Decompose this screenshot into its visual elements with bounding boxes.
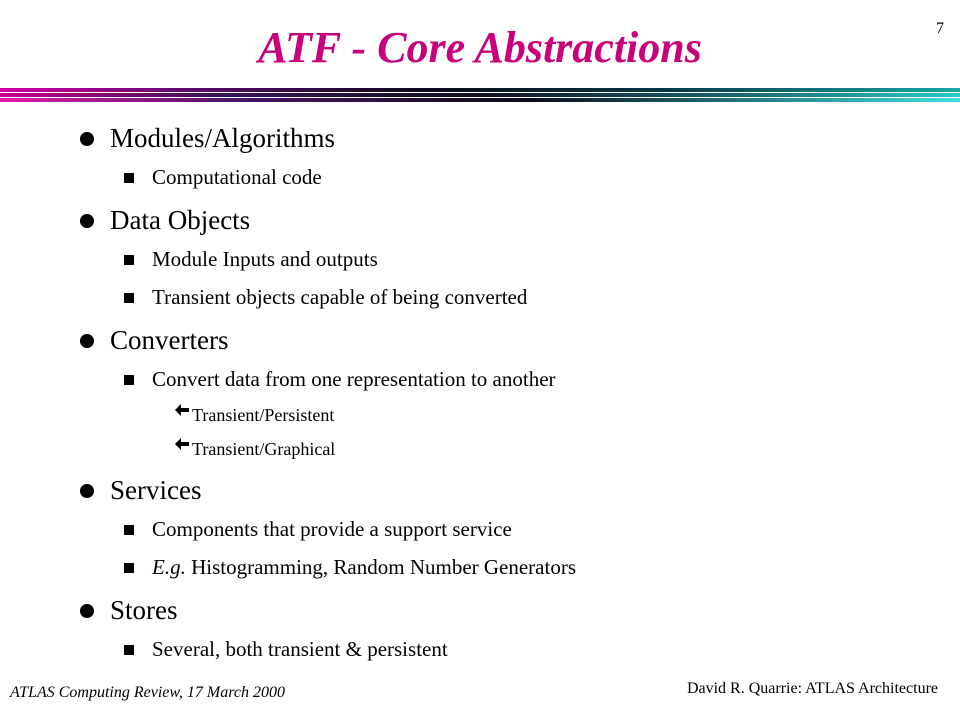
square-bullet-icon xyxy=(124,255,134,265)
divider-band xyxy=(0,93,960,97)
square-bullet-icon xyxy=(124,645,134,655)
sub-bullet-item xyxy=(80,240,576,278)
footer-author: David R. Quarrie: ATLAS Architecture xyxy=(686,680,938,697)
slide-title: ATF - Core Abstractions xyxy=(258,23,702,72)
arrow-bullet-icon xyxy=(174,398,190,432)
sub-sub-bullet-text: Transient/Persistent xyxy=(192,405,335,425)
bullet-label: Services xyxy=(110,475,202,505)
circle-bullet-icon xyxy=(80,334,94,348)
sub-sub-bullet-item xyxy=(80,432,576,466)
sub-bullet-text: Computational code xyxy=(152,165,322,189)
bullet-item-services xyxy=(80,470,576,510)
square-bullet-icon xyxy=(124,563,134,573)
sub-bullet-text: Module Inputs and outputs xyxy=(152,247,378,271)
sub-bullet-prefix: E.g. xyxy=(152,555,186,579)
bullet-item-stores xyxy=(80,590,576,630)
square-bullet-icon xyxy=(124,173,134,183)
bullet-item-modules xyxy=(80,118,576,158)
bullet-label: Modules/Algorithms xyxy=(110,123,336,153)
sub-bullet-item xyxy=(80,630,576,668)
arrow-bullet-icon xyxy=(174,432,190,466)
bullet-list xyxy=(80,118,576,668)
divider-band xyxy=(0,98,960,102)
square-bullet-icon xyxy=(124,525,134,535)
divider-band xyxy=(0,88,960,92)
circle-bullet-icon xyxy=(80,604,94,618)
sub-bullet-text: Components that provide a support service xyxy=(152,517,512,541)
square-bullet-icon xyxy=(124,293,134,303)
title-divider-rule xyxy=(0,88,960,102)
sub-bullet-text: Transient objects capable of being converted xyxy=(152,285,528,309)
sub-bullet-text: Several, both transient & persistent xyxy=(152,637,448,661)
sub-bullet-text: Histogramming, Random Number Generators xyxy=(185,555,576,579)
sub-sub-bullet-item xyxy=(80,398,576,432)
sub-bullet-item xyxy=(80,510,576,548)
sub-sub-bullet-text: Transient/Graphical xyxy=(192,439,336,459)
bullet-label: Converters xyxy=(110,325,229,355)
sub-bullet-item xyxy=(80,360,576,398)
footer-event: ATLAS Computing Review, 17 March 2000 xyxy=(10,684,285,701)
bullet-item-data-objects xyxy=(80,200,576,240)
sub-bullet-text: Convert data from one representation to another xyxy=(152,367,556,391)
sub-bullet-item xyxy=(80,158,576,196)
slide-number: 7 xyxy=(936,20,944,37)
sub-bullet-item xyxy=(80,278,576,316)
circle-bullet-icon xyxy=(80,214,94,228)
bullet-item-converters xyxy=(80,320,576,360)
bullet-label: Stores xyxy=(110,595,178,625)
circle-bullet-icon xyxy=(80,484,94,498)
square-bullet-icon xyxy=(124,375,134,385)
bullet-label: Data Objects xyxy=(110,205,251,235)
sub-bullet-item xyxy=(80,548,576,586)
circle-bullet-icon xyxy=(80,132,94,146)
